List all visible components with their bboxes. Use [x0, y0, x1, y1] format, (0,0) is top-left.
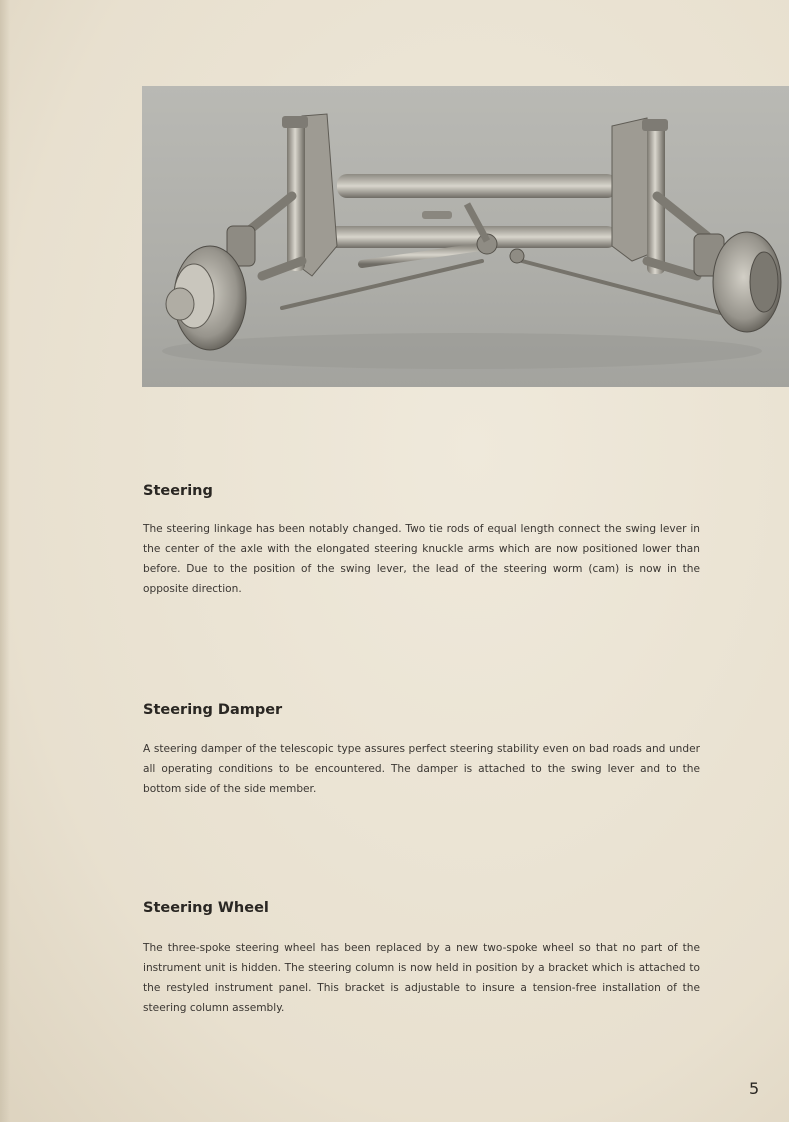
section-heading-steering-damper: Steering Damper: [143, 702, 283, 718]
section-body-steering: The steering linkage has been notably changed. Two tie rods of equal length connect the swing lever in the center of the axle with the elongated steering knuckle arms which are now positioned lower than before. Due to the position of the swing lever, the lead of the steering worm (cam) is now in the opposite direction.: [143, 523, 700, 595]
section-body-steering-damper: A steering damper of the telescopic type assures perfect steering stability even on bad roads and under all operating conditions to be encountered. The damper is attached to the swing lever and to the bottom side of the side member.: [143, 743, 700, 795]
page-number: 5: [749, 1079, 760, 1098]
page-edge-shadow: [0, 0, 10, 1122]
front-axle-photo: [142, 86, 789, 387]
section-heading-steering-wheel: Steering Wheel: [143, 900, 269, 916]
section-body-steering-wheel: The three-spoke steering wheel has been replaced by a new two-spoke wheel so that no part of the instrument unit is hidden. The steering column is now held in position by a bracket which is attached to the restyled instrument panel. This bracket is adjustable to insure a tension-free installation of the steering column assembly.: [143, 942, 700, 1014]
section-heading-steering: Steering: [143, 483, 213, 499]
